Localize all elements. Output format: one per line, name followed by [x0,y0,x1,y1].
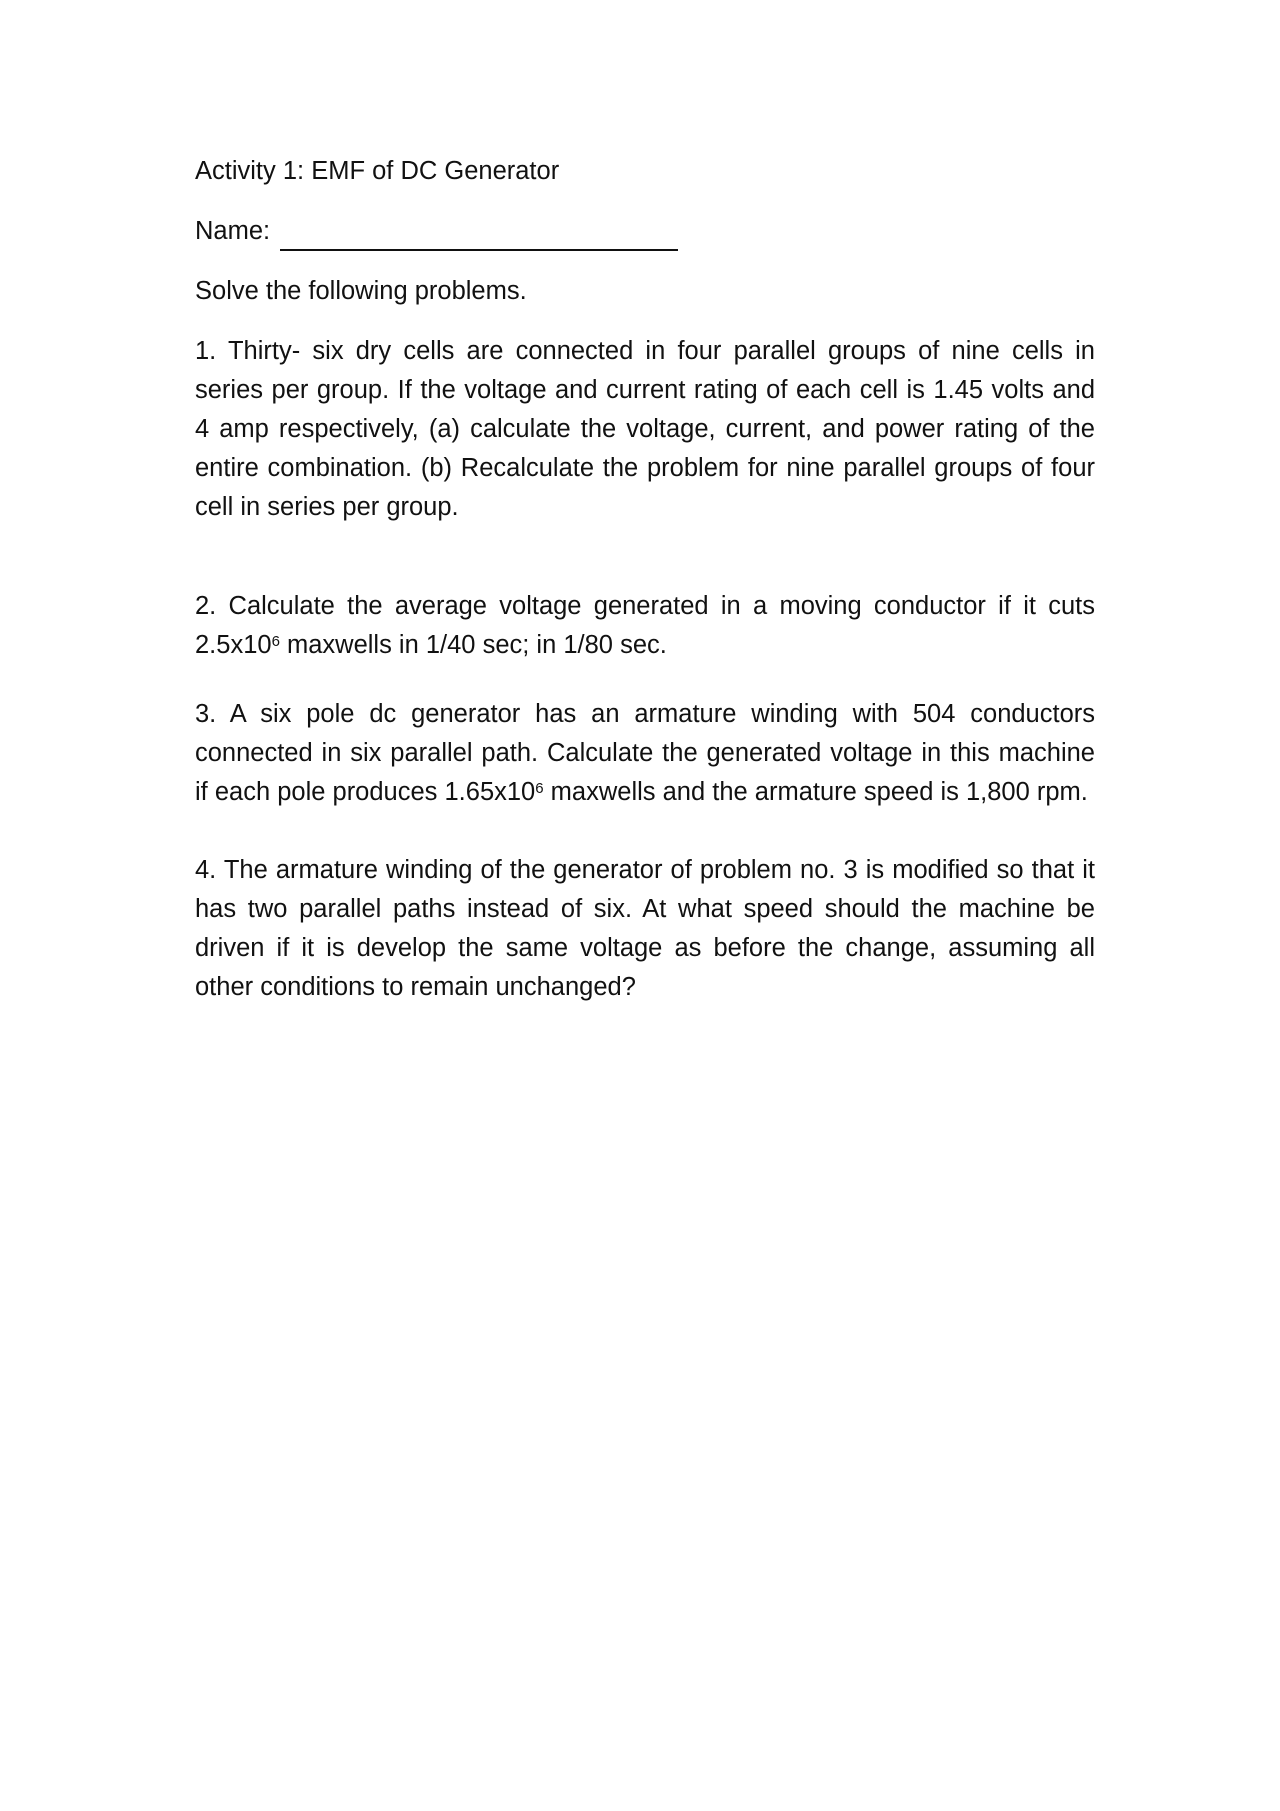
name-label: Name: [195,217,271,245]
worksheet-page [195,152,1095,1007]
name-blank-field[interactable] [280,219,678,251]
activity-title: Activity 1: EMF of DC Generator [195,157,560,185]
problem-1: 1. Thirty- six dry cells are connected in four parallel groups of nine cells in series per group. If the voltage and current rating of each cell is 1.45 volts and 4 amp respectively, (a) calculate the voltage, current, and power rating of the entire combination. (b) Recalculate the problem for nine parallel groups of four cell in series per group. [195,337,1095,521]
problem-2 [195,587,1095,665]
problem-3-exponent: 6 [535,779,544,797]
problem-3-text-b: maxwells and the armature speed is 1,800 rpm. [543,778,1088,806]
problem-2-text-a: 2. Calculate the average voltage generated in a moving conductor if it cuts 2.5x10 [195,592,1095,659]
problem-3-text-a: 3. A six pole dc generator has an armature winding with 504 conductors connected in six parallel path. Calculate the generated voltage in this machine if each pole produces 1.65x10 [195,700,1095,806]
name-line [195,212,1095,251]
problem-2-text-b: maxwells in 1/40 sec; in 1/80 sec. [279,631,667,659]
problem-2-exponent: 6 [271,632,280,650]
problem-4: 4. The armature winding of the generator of problem no. 3 is modified so that it has two parallel paths instead of six. At what speed should the machine be driven if it is develop the same voltage as before the change, assuming all other conditions to remain unchanged? [195,856,1095,1001]
problem-3 [195,695,1095,812]
instructions: Solve the following problems. [195,277,527,305]
